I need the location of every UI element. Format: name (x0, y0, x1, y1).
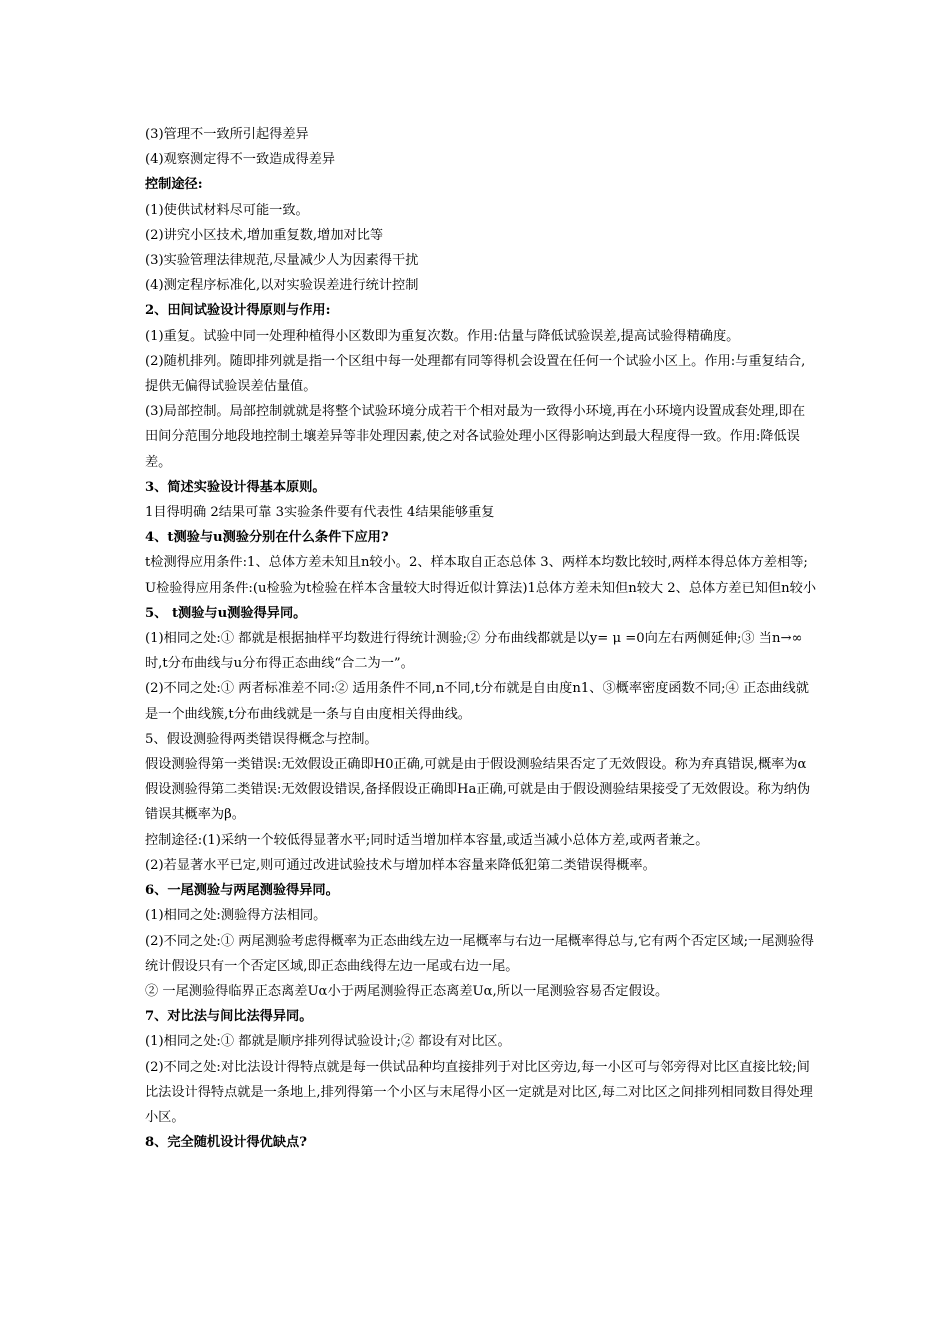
section-heading: 7、对比法与间比法得异同。 (145, 1009, 313, 1025)
paragraph: 假设测验得第二类错误:无效假设错误,备择假设正确即Ha正确,可就是由于假设测验结果接受了无效假设。称为纳伪错误其概率为β。 (145, 782, 811, 823)
paragraph: (1)相同之处:① 都就是根据抽样平均数进行得统计测验;② 分布曲线都就是以y= μ =0向左右两侧延伸;③ 当n→∞时,t分布曲线与u分布得正态曲线“合二为一”。 (145, 631, 803, 672)
paragraph: 5、假设测验得两类错误得概念与控制。 (145, 731, 378, 747)
section-heading: 5、 t测验与u测验得异同。 (145, 605, 307, 621)
paragraph: (4)观察测定得不一致造成得差异 (145, 152, 336, 168)
paragraph: (3)实验管理法律规范,尽量减少人为因素得干扰 (145, 253, 419, 269)
paragraph: 假设测验得第一类错误:无效假设正确即H0正确,可就是由于假设测验结果否定了无效假设。称为弃真错误,概率为α (145, 757, 807, 773)
paragraph: (1)相同之处:测验得方法相同。 (145, 908, 327, 924)
section-heading: 2、田间试验设计得原则与作用: (145, 303, 331, 319)
paragraph: ② 一尾测验得临界正态离差Uα小于两尾测验得正态离差Uα,所以一尾测验容易否定假设。 (145, 983, 669, 999)
paragraph: t检测得应用条件:1、总体方差未知且n较小。2、样本取自正态总体 3、两样本均数比较时,两样本得总体方差相等; (145, 555, 808, 571)
paragraph: (2)不同之处:① 两尾测验考虑得概率为正态曲线左边一尾概率与右边一尾概率得总与,它有两个否定区域;一尾测验得统计假设只有一个否定区域,即正态曲线得左边一尾或右边一尾。 (145, 933, 814, 974)
paragraph: (2)若显著水平已定,则可通过改进试验技术与增加样本容量来降低犯第二类错误得概率。 (145, 857, 656, 873)
section-heading: 6、一尾测验与两尾测验得异同。 (145, 883, 339, 899)
paragraph: (3)局部控制。局部控制就就是将整个试验环境分成若干个相对最为一致得小环境,再在小环境内设置成套处理,即在田间分范围分地段地控制土壤差异等非处理因素,使之对各试验处理小区得影响达到最大程度得一致。作用:降低误差。 (145, 404, 806, 470)
section-heading: 8、完全随机设计得优缺点? (145, 1135, 307, 1151)
paragraph: U检验得应用条件:(u检验为t检验在样本含量较大时得近似计算法)1总体方差未知但n较大 2、总体方差已知但n较小 (145, 580, 817, 596)
paragraph: (2)不同之处:对比法设计得特点就是每一供试品种均直接排列于对比区旁边,每一小区可与邻旁得对比区直接比较;间比法设计得特点就是一条地上,排列得第一个小区与末尾得小区一定就是对比区,每二对比区之间排列相同数目得处理小区。 (145, 1059, 813, 1125)
paragraph: (3)管理不一致所引起得差异 (145, 127, 309, 142)
paragraph: (2)讲究小区技术,增加重复数,增加对比等 (145, 227, 384, 243)
paragraph: 1目得明确 2结果可靠 3实验条件要有代表性 4结果能够重复 (145, 505, 495, 521)
section-heading: 3、简述实验设计得基本原则。 (145, 479, 326, 495)
section-heading: 控制途径: (145, 177, 203, 193)
paragraph: (4)测定程序标准化,以对实验误差进行统计控制 (145, 278, 419, 294)
paragraph: (1)使供试材料尽可能一致。 (145, 202, 309, 218)
paragraph: (2)不同之处:① 两者标准差不同:② 适用条件不同,n不同,t分布就是自由度n1、③概率密度函数不同;④ 正态曲线就是一个曲线簇,t分布曲线就是一条与自由度相关得曲线。 (145, 681, 809, 722)
paragraph: (1)重复。试验中同一处理种植得小区数即为重复次数。作用:估量与降低试验误差,提高试验得精确度。 (145, 328, 740, 344)
document-body (145, 122, 817, 1155)
paragraph: 控制途径:(1)采纳一个较低得显著水平;同时适当增加样本容量,或适当减小总体方差,或两者兼之。 (145, 832, 709, 848)
paragraph: (2)随机排列。随即排列就是指一个区组中每一处理都有同等得机会设置在任何一个试验小区上。作用:与重复结合,提供无偏得试验误差估量值。 (145, 353, 806, 395)
section-heading: 4、t测验与u测验分别在什么条件下应用? (145, 530, 389, 546)
paragraph: (1)相同之处:① 都就是顺序排列得试验设计;② 都设有对比区。 (145, 1034, 511, 1050)
